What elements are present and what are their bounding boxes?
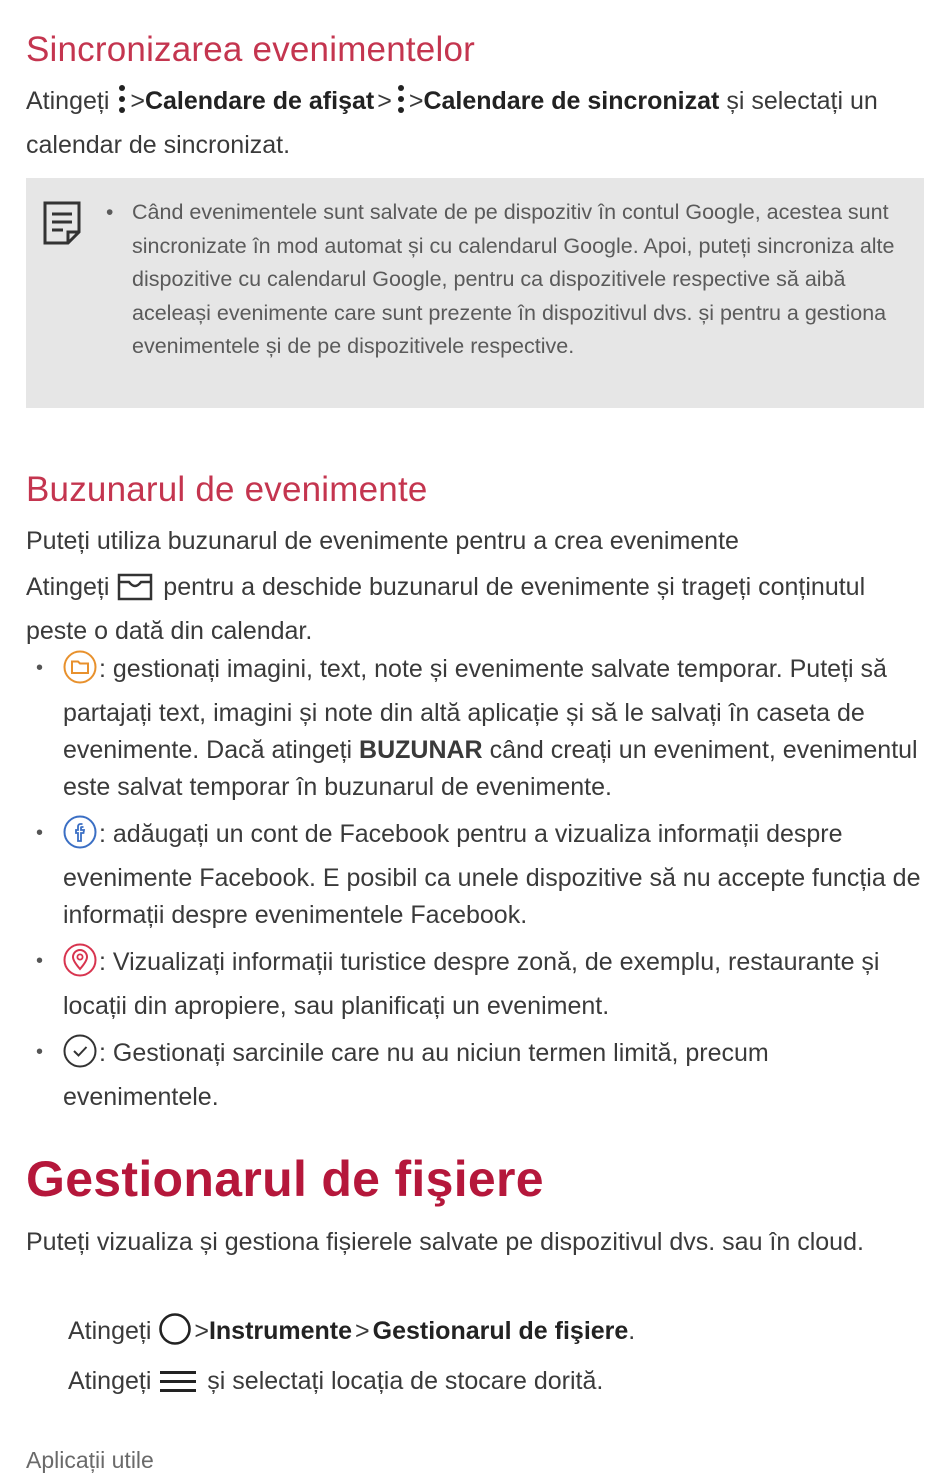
task-description: : Gestionați sarcinile care nu au niciun termen limită, precum evenimentele.	[63, 1039, 769, 1111]
facebook-icon	[63, 815, 97, 860]
menu-icon	[158, 1366, 198, 1407]
step1-tap-label: Atingeți	[68, 1317, 152, 1345]
sync-tap-label: Atingeți	[26, 87, 110, 115]
note-icon	[42, 200, 82, 251]
folder-icon	[63, 650, 97, 695]
location-pin-icon	[63, 943, 97, 988]
event-pocket-icon	[116, 572, 154, 613]
pocket-instructions	[26, 569, 924, 650]
list-item	[26, 943, 924, 1025]
more-options-icon	[395, 82, 407, 127]
sync-menu-item-1: Calendare de afişat	[144, 87, 375, 115]
file-manager-step-1	[68, 1312, 924, 1357]
list-item	[26, 1034, 924, 1116]
pocket-section-title: Buzunarul de evenimente	[26, 470, 428, 509]
step2-tap-label: Atingeți	[68, 1367, 152, 1395]
pocket-tap-label: Atingeți	[26, 573, 110, 601]
bullet: •	[36, 950, 44, 972]
sync-instructions	[26, 82, 924, 164]
sep-arrow: >	[355, 1317, 370, 1345]
more-options-icon	[116, 82, 128, 127]
step1-period: .	[628, 1317, 636, 1345]
note-box	[26, 178, 924, 408]
file-manager-intro: Puteți vizualiza și gestiona fișierele salvate pe dispozitivul dvs. sau în cloud.	[26, 1228, 864, 1256]
tools-label: Instrumente	[208, 1317, 353, 1345]
file-manager-title: Gestionarul de fişiere	[26, 1151, 544, 1207]
step2-end: și selectați locația de stocare dorită.	[207, 1367, 604, 1395]
sep-arrow: >	[130, 87, 145, 115]
sync-menu-item-2: Calendare de sincronizat	[423, 87, 720, 115]
bullet: •	[36, 1041, 44, 1063]
location-description: : Vizualizați informații turistice despre zonă, de exemplu, restaurante și locații din apropiere, sau planificați un eveniment.	[63, 948, 880, 1020]
list-item	[26, 650, 924, 806]
pocket-instruction-end: pentru a deschide buzunarul de evenimente și trageți conținutul peste o dată din calendar.	[26, 573, 866, 645]
bullet: •	[36, 822, 44, 844]
sep-arrow: >	[377, 87, 392, 115]
file-manager-step-2	[68, 1363, 924, 1407]
pocket-button-label: BUZUNAR	[359, 736, 483, 764]
check-circle-icon	[63, 1034, 97, 1079]
sep-arrow: >	[194, 1317, 209, 1345]
bullet: •	[36, 657, 44, 679]
folder-description-end: când creați un eveniment, evenimentul este salvat temporar în buzunarul de evenimente.	[63, 736, 918, 801]
footer-section-name: Aplicații utile	[26, 1447, 154, 1473]
note-bullet: •	[106, 201, 114, 224]
sync-section-title: Sincronizarea evenimentelor	[26, 30, 475, 69]
folder-description: : gestionați imagini, text, note și evenimente salvate temporar. Puteți să partajați text, imagini și note din altă aplicație și să le salvați în caseta de evenimente. Dacă atingeți	[63, 655, 887, 764]
sep-arrow: >	[408, 87, 424, 115]
facebook-description: : adăugați un cont de Facebook pentru a vizualiza informații despre evenimente Facebook. E posibil ca unele dispozitive să nu accepte funcția de informații despre evenimentele Facebook.	[63, 820, 921, 929]
pocket-intro: Puteți utiliza buzunarul de evenimente pentru a crea evenimente	[26, 527, 739, 555]
sync-instruction-end: și selectați un calendar de sincronizat.	[26, 87, 878, 159]
home-circle-icon	[158, 1312, 192, 1357]
note-text: Când evenimentele sunt salvate de pe dispozitiv în contul Google, acestea sunt sincronizate în mod automat și cu calendarul Google. Apoi, puteți sincroniza alte dispozitive cu calendarul Google, pentru ca dispozitivele respective să aibă aceleași evenimente care sunt prezente în dispozitivul dvs. și pentru a gestiona evenimentele și de pe dispozitivele respective.	[132, 200, 895, 359]
list-item	[26, 815, 924, 934]
file-manager-label: Gestionarul de fişiere	[372, 1317, 629, 1345]
pocket-features-list	[26, 650, 924, 1125]
